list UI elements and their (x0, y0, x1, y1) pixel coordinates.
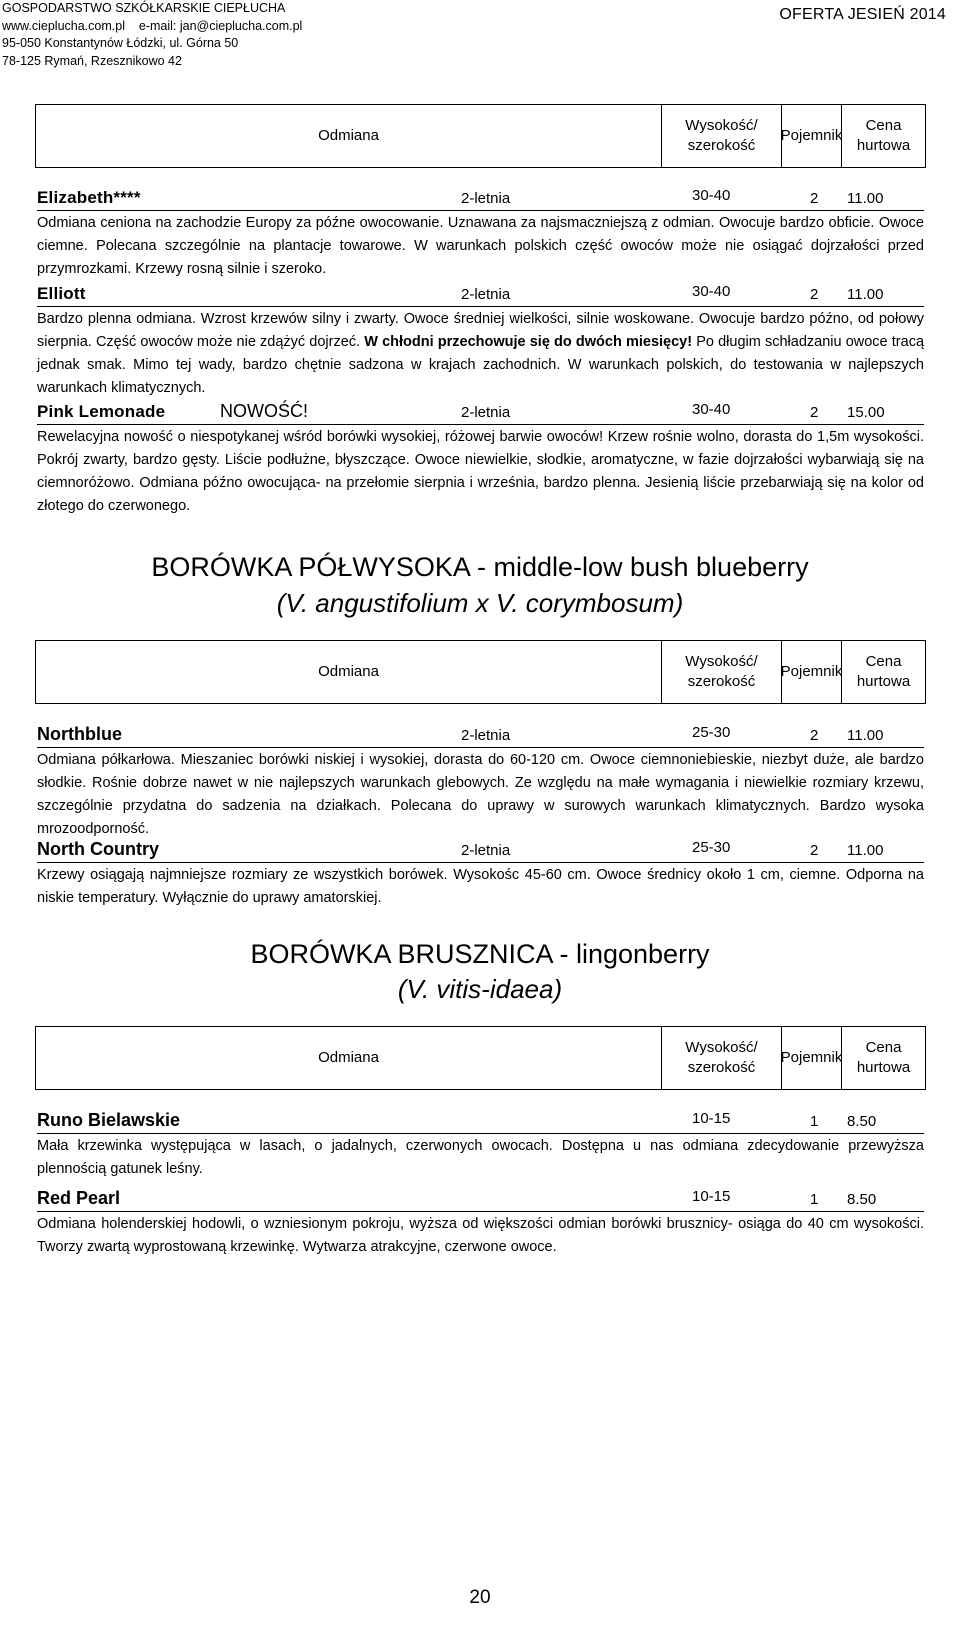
entry-header-row (37, 1187, 924, 1212)
variety-size: 25-30 (692, 724, 731, 741)
col-price: Cena hurtowa (856, 653, 911, 690)
entry-elizabeth (37, 186, 924, 281)
variety-name: Runo Bielawskie (37, 1110, 181, 1130)
col-height: Wysokość/ szerokość (662, 1027, 782, 1089)
entry-header-row (37, 400, 924, 425)
variety-name: Elliott (37, 284, 86, 303)
column-header-table-3 (35, 1026, 926, 1090)
variety-container: 2 (810, 727, 819, 744)
section-latin-half-high: (V. angustifolium x V. corymbosum) (276, 588, 684, 618)
variety-age: 2-letnia (461, 286, 511, 303)
variety-container: 2 (810, 286, 819, 303)
variety-price: 8.50 (847, 1113, 877, 1130)
variety-size: 10-15 (692, 1188, 731, 1205)
section-title-lingonberry: BORÓWKA BRUSZNICA - lingonberry (250, 939, 710, 969)
variety-container: 1 (810, 1113, 819, 1130)
variety-size: 30-40 (692, 187, 731, 204)
entry-header-row (37, 838, 924, 863)
col-container: Pojemnik (782, 1027, 842, 1089)
address-line-1: 95-050 Konstantynów Łódzki, ul. Górna 50 (2, 36, 239, 50)
variety-description: Odmiana ceniona na zachodzie Europy za późne owocowanie. Uznawana za najsmaczniejszą z odmian. Owocuje bardzo obficie. Owoce ciemne. Polecana szczególnie na plantacje towarowe. W warunkach polskich część owoców może nie osiągać dojrzałości przed przymrozkami. Krzewy rosną silnie i szeroko. (37, 215, 924, 277)
variety-age: 2-letnia (461, 842, 511, 859)
entry-header-row (37, 282, 924, 307)
variety-container: 1 (810, 1191, 819, 1208)
variety-age: 2-letnia (461, 727, 511, 744)
variety-name: Red Pearl (37, 1188, 121, 1208)
entry-north-country (37, 838, 924, 910)
storage-highlight: W chłodni przechowuje się do dwóch miesięcy! (364, 334, 693, 350)
entry-red-pearl (37, 1187, 924, 1259)
variety-price: 11.00 (847, 842, 884, 859)
column-header-table-2 (35, 640, 926, 704)
variety-age: 2-letnia (461, 404, 511, 421)
variety-age: 2-letnia (461, 190, 511, 207)
entry-header-row (37, 186, 924, 211)
variety-size: 30-40 (692, 283, 731, 300)
variety-container: 2 (810, 190, 819, 207)
contact-line (2, 18, 302, 36)
variety-price: 11.00 (847, 286, 884, 303)
col-price: Cena hurtowa (856, 1039, 911, 1076)
variety-description: Bardzo plenna odmiana. Wzrost krzewów silny i zwarty. Owoce średniej wielkości, silnie woskowane. Owocuje bardzo późno, od połowy sierpnia. Część owoców może nie zdążyć dojrzeć. W chłodni przechowuje się do dwóch miesięcy! Po długim schładzaniu owoce tracą jednak smak. Mimo tej wady, bardzo chętnie sadzona w krajach zachodnich. W warunkach polskich, do testowania w najlepszych warunkach klimatycznych. (37, 311, 925, 396)
entry-elliott (37, 282, 924, 400)
variety-name: Pink Lemonade (37, 402, 166, 421)
variety-description: Rewelacyjna nowość o niespotykanej wśród borówki wysokiej, różowej barwie owoców! Krzew rośnie wolno, dorasta do 1,5m wysokości. Pokrój zwarty, bardzo gęsty. Liście podłużne, błyszczące. Owoce niewielkie, słodkie, aromatyczne, w fazie dojrzałości wybarwiają się na ciemnoróżowo. Odmiana późno owocująca- na przełomie sierpnia i września, bardzo plenna. Jesienią liście przebarwiają się na kolor od złotego do czerwonego. (37, 429, 924, 514)
variety-name: North Country (37, 839, 159, 859)
entry-header-row (37, 723, 924, 748)
col-height: Wysokość/ szerokość (662, 105, 782, 167)
col-container: Pojemnik (782, 641, 842, 703)
website-link[interactable]: www.cieplucha.com.pl (2, 18, 125, 33)
entry-header-row (37, 1109, 924, 1134)
variety-price: 11.00 (847, 727, 884, 744)
col-variety: Odmiana (36, 1027, 662, 1089)
variety-size: 30-40 (692, 401, 731, 418)
variety-size: 25-30 (692, 839, 731, 856)
variety-description: Odmiana półkarłowa. Mieszaniec borówki niskiej i wysokiej, dorasta do 60-120 cm. Owoce ciemnoniebieskie, niezbyt duże, ale bardzo słodkie. Rośnie dobrze nawet w nie najlepszych warunkach glebowych. Ze względu na małe wymagania i niewielkie rozmiary krzewu, szczególnie przydatna do sadzenia na działkach. Polecana do uprawy w surowych warunkach klimatycznych. Bardzo wysoka mrozoodporność. (37, 752, 924, 837)
column-header-table-1 (35, 104, 926, 168)
entry-pink-lemonade (37, 400, 924, 518)
section-title-half-high: BORÓWKA PÓŁWYSOKA - middle-low bush blueberry (151, 552, 809, 582)
address-line-2: 78-125 Rymań, Rzesznikowo 42 (2, 53, 182, 68)
col-variety: Odmiana (36, 105, 662, 167)
variety-container: 2 (810, 404, 819, 421)
variety-description: Odmiana holenderskiej hodowli, o wzniesionym pokroju, wyższa od większości odmian borówki brusznicy- osiąga do 40 cm wysokości. Tworzy zwartą wyprostowaną krzewinkę. Wytwarza atrakcyjne, czerwone owoce. (37, 1216, 924, 1255)
variety-price: 8.50 (847, 1191, 877, 1208)
variety-name: Elizabeth**** (37, 188, 141, 207)
entry-runo-bielawskie (37, 1109, 924, 1181)
col-container: Pojemnik (782, 105, 842, 167)
section-latin-lingonberry: (V. vitis-idaea) (397, 974, 563, 1004)
email-link[interactable]: e-mail: jan@cieplucha.com.pl (138, 18, 303, 33)
variety-container: 2 (810, 842, 819, 859)
col-height: Wysokość/ szerokość (662, 641, 782, 703)
variety-description: Krzewy osiągają najmniejsze rozmiary ze wszystkich borówek. Wysokośc 45-60 cm. Owoce średnicy około 1 cm, ciemne. Odporna na niskie temperatury. Wyłącznie do uprawy amatorskiej. (37, 867, 924, 906)
col-price: Cena hurtowa (856, 117, 911, 154)
offer-title: OFERTA JESIEŃ 2014 (779, 6, 946, 23)
company-name: GOSPODARSTWO SZKÓŁKARSKIE CIEPŁUCHA (2, 1, 286, 15)
variety-name: Northblue (37, 724, 122, 744)
col-variety: Odmiana (36, 641, 662, 703)
company-header (2, 0, 302, 70)
entry-northblue (37, 723, 924, 841)
new-badge: NOWOŚĆ! (220, 401, 308, 421)
variety-price: 15.00 (847, 404, 885, 421)
variety-price: 11.00 (847, 190, 884, 207)
variety-description: Mała krzewinka występująca w lasach, o jadalnych, czerwonych owocach. Dostępna u nas odmiana zdecydowanie przewyższa plennością gatunek leśny. (37, 1138, 924, 1177)
variety-size: 10-15 (692, 1110, 731, 1127)
page-number: 20 (469, 1587, 491, 1608)
